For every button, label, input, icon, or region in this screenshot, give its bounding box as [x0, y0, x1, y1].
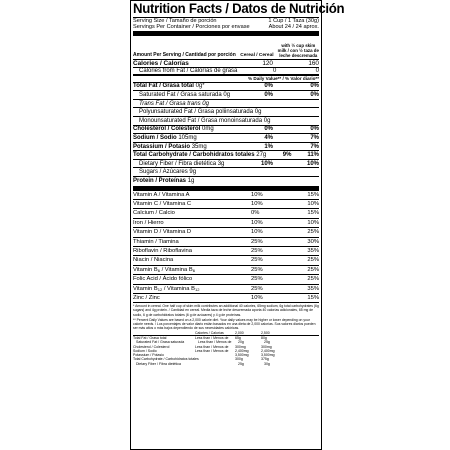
nutrient-row: [133, 125, 319, 134]
nutrient-label: [133, 109, 261, 116]
calories-label: Calories / Calorías: [133, 59, 189, 67]
footer-table-cell: 2,400mg: [261, 348, 275, 353]
nutrient-row: [133, 116, 319, 125]
nutrient-dv-milk: 7%: [310, 134, 319, 141]
vitamin-row: [133, 274, 319, 283]
vitamin-row: [133, 284, 319, 293]
nutrient-dv-cereal: 4%: [264, 134, 273, 141]
nutrient-dv-milk: 0%: [310, 126, 319, 133]
vitamin-label: Vitamin C / Vitamina C: [133, 201, 192, 207]
nutrient-label: [133, 169, 231, 176]
footer-table-cell: 375g: [261, 357, 269, 362]
vitamin-row: [133, 293, 319, 302]
footer-table-cell: 3,500mg: [235, 353, 249, 358]
nutrient-name: Sugars / Azúcares 9g: [139, 169, 197, 176]
footer-table-cell: Less than / Menos de: [195, 344, 229, 349]
footer-table-cell: 25g: [238, 361, 244, 366]
nutrient-dv-cereal: 10%: [260, 160, 273, 167]
servings-value: About 24 / 24 aprox.: [268, 24, 319, 31]
footer-table-cell: 65g: [235, 336, 241, 341]
vitamin-row: [133, 227, 319, 236]
calories-fat-cereal: 0: [272, 67, 277, 74]
footer-table-cell: Dietary Fiber / Fibra dietética: [136, 361, 181, 366]
vitamin-dv-cereal: 10%: [251, 219, 263, 226]
footer-table-cell: Saturated Fat / Grasa saturada: [136, 340, 185, 345]
footer-table-cell: Total Fat / Grasa total: [133, 336, 167, 341]
vitamin-dv-cereal: 25%: [251, 257, 263, 264]
vitamin-label: Vitamin $B_6$ / Vitamina $B_6$: [133, 266, 195, 273]
nutrient-amount: 105mg: [178, 134, 197, 141]
vitamin-dv-cereal: 10%: [251, 191, 263, 198]
nutrient-name: Total Fat / Grasa total: [133, 83, 194, 90]
calories-fat-row: [133, 67, 319, 75]
nutrient-dv-cereal: 0%: [264, 83, 273, 90]
nutrient-name: Monounsaturated Fat / Grasa monoinsaturada 0g: [139, 117, 271, 124]
vitamin-dv-cereal: 25%: [251, 276, 263, 283]
calories-row: [133, 59, 319, 67]
nutrient-dv-cereal: 9%: [282, 152, 292, 159]
nutrient-label: [133, 118, 270, 125]
nutrient-name: Dietary Fiber / Fibra dietética 3g: [139, 160, 225, 167]
vitamin-dv-cereal: 10%: [251, 201, 263, 207]
nutrient-name: Sodium / Sodio: [133, 134, 177, 141]
nutrient-row: [133, 142, 319, 151]
vitamin-label: Riboflavin / Riboflavina: [133, 247, 192, 254]
vitamin-dv-cereal: 25%: [251, 266, 263, 273]
vitamin-dv-cereal: 0%: [251, 210, 260, 217]
footnote-amount: * Amount in cereal. One half cup of skim milk contributes an additional 40 calories, 65mg sodium, 6g total carbohydrates (6g sugars) and 4g protein. / Cantidad en cereal. Media taza de leche descremada aporta 40 calorías adicionales, 65 mg de sodio, 6 g de carbohidratos totales (6 g de azúcares) y 4 g de proteínas.: [133, 304, 319, 317]
footer-table-cell: 300g: [235, 357, 243, 362]
footer-table-cell: Total Carbohydrate / Carbohidratos totales: [133, 357, 199, 362]
vitamin-row: [133, 191, 319, 199]
nutrient-amount: 35mg: [191, 143, 207, 150]
nutrient-label: [133, 178, 231, 185]
nutrient-row: [133, 176, 319, 185]
nutrient-amount: 0g*: [195, 83, 205, 90]
vitamin-row: [133, 237, 319, 246]
calories-cereal: 120: [262, 59, 273, 67]
calories-milk: 160: [308, 59, 319, 67]
nutrient-list: [133, 82, 319, 185]
nutrient-label: [133, 152, 266, 159]
footer-table-cell: Cholesterol / Colesterol: [133, 344, 170, 349]
servings-per-container-row: [133, 24, 319, 30]
nutrient-dv-cereal: 0%: [264, 126, 273, 133]
nutrient-row: [133, 150, 319, 159]
vitamin-row: [133, 255, 319, 264]
nutrient-name: Polyunsaturated Fat / Grasa poliinsaturada 0g: [139, 109, 262, 116]
footer-table-cell: 300mg: [235, 344, 246, 349]
footer-header-cell: Calories / Calorías: [195, 330, 224, 335]
vitamin-dv-milk: 25%: [307, 266, 319, 273]
vitamin-label: Iron / Hierro: [133, 219, 164, 226]
nutrient-label: [133, 144, 231, 151]
calories-fat-label: Calories from Fat / Calorías de grasa: [139, 67, 238, 74]
vitamin-dv-milk: 10%: [307, 201, 319, 207]
vitamin-dv-cereal: 25%: [251, 247, 263, 254]
nutrient-label: [133, 161, 231, 168]
nutrient-dv-milk: 0%: [310, 83, 319, 90]
footer-header-cell: 2,000: [235, 330, 244, 335]
nutrient-label: [133, 92, 231, 99]
panel-title: Nutrition Facts / Datos de Nutrición: [133, 1, 345, 17]
vitamin-dv-milk: 25%: [307, 276, 319, 283]
vitamin-dv-cereal: 25%: [251, 238, 263, 245]
vitamin-row: [133, 246, 319, 255]
footer-table-cell: Less than / Menos de: [198, 340, 232, 345]
footer-table-cell: Potassium / Potasio: [133, 353, 164, 358]
vitamin-label: Niacin / Niacina: [133, 257, 174, 264]
calories-fat-milk: 0: [315, 67, 319, 74]
footer-table-cell: Sodium / Sodio: [133, 348, 157, 353]
vitamin-row: [133, 265, 319, 274]
vitamin-dv-milk: 35%: [307, 285, 319, 292]
footer-table-cell: Less than / Menos de: [195, 336, 229, 341]
vitamin-dv-cereal: 10%: [251, 229, 263, 236]
serving-size-label: Serving Size / Tamaño de porción: [133, 18, 217, 24]
nutrient-row: [133, 90, 319, 99]
footer-header-cell: 2,500: [261, 330, 270, 335]
footer-header-cell: [133, 331, 195, 335]
footer-daily-values-table: [133, 331, 319, 366]
nutrient-dv-milk: 10%: [306, 160, 319, 167]
footer-table-cell: 20g: [238, 340, 244, 345]
footnote-daily-values: ** Percent Daily Values are based on a 2,000 calorie diet. Your daily values may be higher or lower depending on your calorie needs. / Los porcentajes de valor diario están basados en una dieta de 2,000 calorías. Sus valores diarios pueden ser más altos o más bajos dependiendo de sus necesidades calóricas.: [133, 317, 316, 330]
vitamin-row: [133, 218, 319, 227]
nutrition-facts-panel: [130, 0, 345, 450]
nutrient-row: [133, 159, 319, 168]
nutrient-row: [133, 107, 319, 116]
footer-table-cell: 80g: [261, 336, 267, 341]
footer-table-cell: Less than / Menos de: [195, 348, 229, 353]
footer-table-cell: 2,400mg: [235, 348, 249, 353]
nutrient-dv-milk: 7%: [310, 143, 319, 150]
nutrient-label: [133, 101, 231, 108]
nutrient-name: Cholesterol / Colesterol: [133, 126, 201, 133]
nutrient-name: Trans Fat / Grasa trans 0g: [139, 100, 209, 107]
vitamin-label: Thiamin / Tiamina: [133, 238, 179, 245]
nutrient-label: [133, 135, 231, 142]
vitamin-label: Vitamin $B_{12}$ / Vitamina $B_{12}$: [133, 285, 200, 292]
vitamin-dv-milk: 35%: [307, 247, 319, 254]
footer-table-cell: 25g: [264, 340, 270, 345]
nutrient-dv-milk: 0%: [310, 92, 319, 98]
vitamin-label: Vitamin D / Vitamina D: [133, 229, 192, 236]
nutrient-label: [133, 83, 231, 90]
serving-size-value: 1 Cup / 1 Taza (30g): [268, 18, 319, 24]
vitamin-dv-milk: 25%: [307, 229, 319, 236]
nutrient-row: [133, 133, 319, 142]
cereal-column-header: Cereal / Cereal: [240, 53, 274, 59]
vitamin-dv-milk: 30%: [307, 238, 319, 245]
milk-column-header: with ½ cup skim milk / con ½ taza de leche descremada: [277, 43, 319, 59]
vitamin-dv-cereal: 25%: [251, 285, 263, 292]
footer-table-cell: [198, 362, 238, 366]
nutrient-row: [133, 99, 319, 108]
vitamin-label: Vitamin A / Vitamina A: [133, 191, 190, 198]
footnote-divider: [133, 302, 319, 303]
vitamin-label: Calcium / Calcio: [133, 210, 175, 217]
footer-table-cell: 30g: [264, 361, 270, 366]
vitamin-label: Folic Acid / Ácido fólico: [133, 276, 193, 283]
vitamin-dv-cereal: 10%: [251, 294, 263, 301]
column-header-row: [133, 36, 319, 59]
vitamin-dv-milk: 15%: [307, 210, 319, 217]
servings-label: Servings Per Container / Porciones por envase: [133, 24, 250, 31]
amount-per-serving-label: Amount Per Serving / Cantidad por porción: [133, 51, 236, 58]
vitamin-dv-milk: 15%: [307, 191, 319, 198]
vitamin-dv-milk: 10%: [307, 219, 319, 226]
nutrient-name: Saturated Fat / Grasa saturada 0g: [139, 92, 231, 98]
nutrient-row: [133, 167, 319, 176]
nutrient-amount: 27g: [256, 152, 267, 159]
nutrient-label: [133, 126, 231, 133]
vitamin-row: [133, 199, 319, 208]
nutrient-name: Potassium / Potasio: [133, 143, 191, 150]
nutrient-dv-cereal: 0%: [264, 92, 273, 98]
vitamin-dv-milk: 25%: [307, 257, 319, 264]
footer-table-cell: 3,500mg: [261, 353, 275, 358]
vitamin-list: [133, 191, 319, 303]
nutrient-name: Protein / Proteínas: [133, 177, 187, 184]
nutrient-dv-cereal: 1%: [264, 143, 273, 150]
vitamin-row: [133, 208, 319, 217]
daily-value-header: % Daily Value** / % Valor diario**: [248, 76, 319, 82]
footer-table-cell: 300mg: [261, 344, 272, 349]
vitamin-dv-milk: 15%: [307, 294, 319, 301]
vitamin-label: Zinc / Zinc: [133, 294, 160, 301]
nutrient-amount: 1g: [187, 177, 195, 184]
serving-size-row: [133, 17, 319, 24]
nutrient-amount: 0mg: [202, 126, 214, 133]
nutrient-row: [133, 82, 319, 91]
nutrient-dv-milk: 11%: [307, 152, 319, 159]
nutrient-name: Total Carbohydrate / Carbohidratos totales: [133, 152, 255, 159]
footer-table-row: [133, 362, 319, 366]
